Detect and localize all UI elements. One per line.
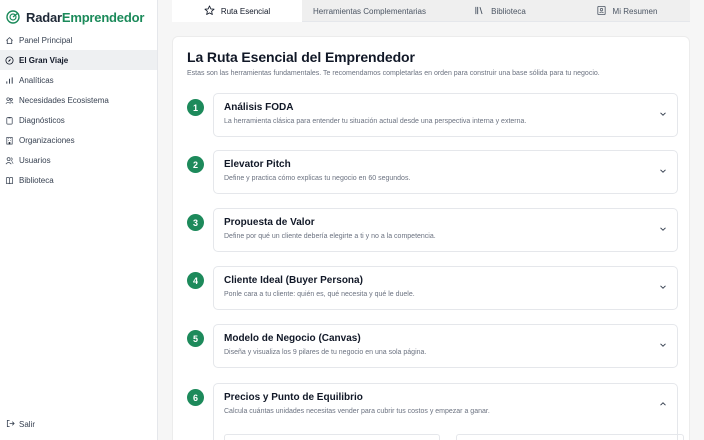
tab-ruta-esencial[interactable] (172, 0, 302, 22)
step-item (187, 150, 678, 194)
tab-label: Biblioteca (491, 6, 526, 16)
brand[interactable] (0, 0, 157, 28)
step-title: Elevator Pitch (224, 159, 291, 170)
sidebar-item-label: Diagnósticos (19, 115, 65, 125)
step-description: Ponle cara a tu cliente: quién es, qué necesita y qué le duele. (224, 291, 415, 298)
sidebar-item-usuarios[interactable] (0, 150, 157, 170)
step-description: Define y practica cómo explicas tu negocio en 60 segundos. (224, 175, 411, 182)
sidebar-item-organizaciones[interactable] (0, 130, 157, 150)
sidebar-item-label: Biblioteca (19, 175, 54, 185)
chevron-down-icon (659, 167, 667, 175)
people-icon (4, 95, 14, 105)
sidebar-nav (0, 30, 157, 190)
sidebar-item-panel-principal[interactable] (0, 30, 157, 50)
chevron-down-icon (659, 283, 667, 291)
users-icon (4, 155, 14, 165)
brand-name (26, 10, 144, 25)
summary-icon (596, 5, 607, 18)
chevron-down-icon (659, 341, 667, 349)
clipboard-icon (4, 115, 14, 125)
sidebar-item-label: Organizaciones (19, 135, 75, 145)
signout-button[interactable] (6, 419, 35, 430)
step-accordion-precios[interactable] (213, 383, 678, 440)
brand-name-part2: Emprendedor (61, 9, 145, 25)
main-card (172, 36, 690, 440)
bar-chart-icon (4, 75, 14, 85)
sidebar-item-label: Necesidades Ecosistema (19, 95, 109, 105)
tab-mi-resumen[interactable] (563, 0, 690, 22)
book-icon (4, 175, 14, 185)
step-accordion-cliente-ideal[interactable] (213, 266, 678, 310)
step-number-badge: 1 (187, 99, 204, 116)
tab-label: Mi Resumen (612, 6, 658, 16)
page-subtitle: Estas son las herramientas fundamentales. Te recomendamos completarlas en orden para construir una base sólida para tu negocio. (187, 70, 600, 77)
sidebar-item-diagnosticos[interactable] (0, 110, 157, 130)
tab-herramientas-complementarias[interactable] (302, 0, 437, 22)
sidebar-item-label: Analíticas (19, 75, 54, 85)
star-icon (204, 5, 215, 18)
step-item (187, 266, 678, 310)
step-description: Define por qué un cliente debería elegirte a ti y no a la competencia. (224, 233, 436, 240)
input-field[interactable] (456, 434, 684, 440)
step-accordion-modelo-de-negocio[interactable] (213, 324, 678, 368)
step-number-badge: 6 (187, 389, 204, 406)
home-icon (4, 35, 14, 45)
tab-bar (172, 0, 690, 22)
step-title: Análisis FODA (224, 102, 294, 113)
step-description: Diseña y visualiza los 9 pilares de tu negocio en una sola página. (224, 349, 427, 356)
step-description: La herramienta clásica para entender tu situación actual desde una perspectiva interna y externa. (224, 118, 527, 125)
sidebar-item-label: Panel Principal (19, 35, 73, 45)
step-item (187, 208, 678, 252)
sidebar (0, 0, 158, 440)
sidebar-item-label: Usuarios (19, 155, 51, 165)
step-number-badge: 4 (187, 272, 204, 289)
sidebar-item-el-gran-viaje[interactable] (0, 50, 157, 70)
step-title: Precios y Punto de Equilibrio (224, 392, 363, 403)
tab-label: Herramientas Complementarias (313, 6, 426, 16)
step-description: Calcula cuántas unidades necesitas vender para cubrir tus costos y empezar a ganar. (224, 408, 490, 415)
building-icon (4, 135, 14, 145)
step-item (187, 383, 678, 427)
sidebar-item-necesidades-ecosistema[interactable] (0, 90, 157, 110)
step-title: Modelo de Negocio (Canvas) (224, 333, 361, 344)
step-accordion-propuesta-de-valor[interactable] (213, 208, 678, 252)
step-title: Propuesta de Valor (224, 217, 315, 228)
step-accordion-foda[interactable] (213, 93, 678, 137)
step-accordion-elevator-pitch[interactable] (213, 150, 678, 194)
page-title: La Ruta Esencial del Emprendedor (187, 49, 415, 65)
input-field[interactable] (224, 434, 440, 440)
radar-logo-icon (6, 10, 20, 24)
step-number-badge: 2 (187, 156, 204, 173)
step-item (187, 93, 678, 137)
signout-label: Salir (19, 420, 36, 429)
step-title: Cliente Ideal (Buyer Persona) (224, 275, 363, 286)
compass-icon (4, 55, 14, 65)
brand-name-part1: Radar (26, 9, 62, 25)
logout-icon (6, 419, 15, 430)
sidebar-item-biblioteca[interactable] (0, 170, 157, 190)
chevron-up-icon (659, 400, 667, 408)
sidebar-item-analiticas[interactable] (0, 70, 157, 90)
tab-biblioteca[interactable] (437, 0, 563, 22)
library-icon (474, 5, 485, 18)
step-number-badge: 5 (187, 330, 204, 347)
step-number-badge: 3 (187, 214, 204, 231)
chevron-down-icon (659, 110, 667, 118)
sidebar-item-label: El Gran Viaje (19, 55, 69, 65)
step-item (187, 324, 678, 368)
chevron-down-icon (659, 225, 667, 233)
tab-label: Ruta Esencial (220, 6, 271, 16)
